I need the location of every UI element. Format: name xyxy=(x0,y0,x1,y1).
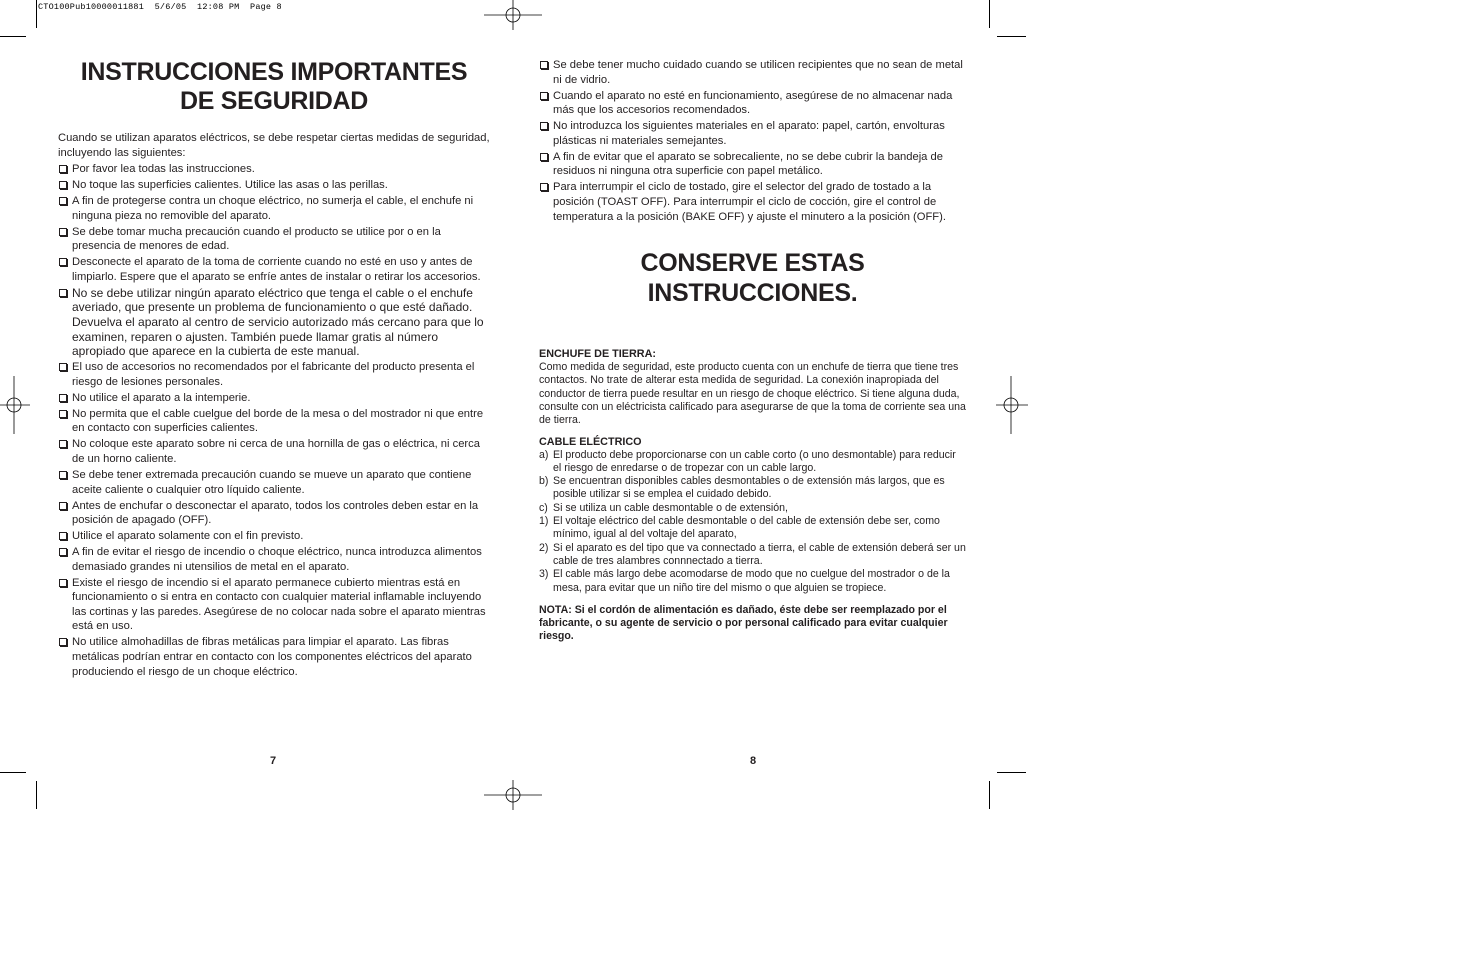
list-item: A fin de protegerse contra un choque eléctrico, no sumerja el cable, el enchufe ni ninguna pieza no removible del aparato. xyxy=(58,194,490,223)
list-item: No utilice el aparato a la intemperie. xyxy=(58,391,490,406)
crop-mark-bottom-right-h xyxy=(997,772,1026,773)
right-page xyxy=(539,58,966,644)
crop-mark-bottom-left-v xyxy=(36,781,37,809)
cable-list-item xyxy=(539,502,966,515)
intro-paragraph: Cuando se utilizan aparatos eléctricos, se debe respetar ciertas medidas de seguridad, incluyendo las siguientes: xyxy=(58,132,490,159)
registration-mark-left xyxy=(0,376,30,434)
cable-list-item xyxy=(539,568,966,595)
list-item: Existe el riesgo de incendio si el aparato permanece cubierto mientras está en funcionamiento o si entra en contacto con cualquier material inflamable incluyendo las cortinas y las paredes. Asegúrese de no colocar nada sobre el aparato mientras está en uso. xyxy=(58,576,490,634)
registration-mark-right xyxy=(996,376,1028,434)
cable-list-item xyxy=(539,515,966,542)
list-item: A fin de evitar que el aparato se sobrecaliente, no se debe cubrir la bandeja de residuos ni ninguna otra superficie con papel metálico. xyxy=(539,150,966,179)
cable-marker: 3) xyxy=(539,568,549,581)
page-number-left: 7 xyxy=(270,755,277,767)
cable-list-item xyxy=(539,449,966,476)
save-instructions-title xyxy=(539,248,966,308)
save-title-line2: INSTRUCCIONES. xyxy=(647,279,858,308)
list-item: Se debe tener extremada precaución cuando se mueve un aparato que contiene aceite caliente o cualquier otro líquido caliente. xyxy=(58,468,490,497)
cable-list-item xyxy=(539,542,966,569)
cable-text: Si el aparato es del tipo que va connectado a tierra, el cable de extensión deberá ser un cable de tres alambres connnectado a tierra. xyxy=(553,541,966,567)
list-item: Desconecte el aparato de la toma de corriente cuando no esté en uso y antes de limpiarlo. Espere que el aparato se enfríe antes de instalar o retirar los accesorios. xyxy=(58,255,490,284)
cable-text: El cable más largo debe acomodarse de modo que no cuelgue del mostrador o de la mesa, para evitar que un niño tire del mismo o que alguien se tropiece. xyxy=(553,568,950,594)
crop-mark-bottom-right-v xyxy=(989,781,990,809)
safety-title-line1: INSTRUCCIONES IMPORTANTES xyxy=(80,58,468,86)
list-item: Cuando el aparato no esté en funcionamiento, asegúrese de no almacenar nada más que los accesorios recomendados. xyxy=(539,89,966,118)
list-item: A fin de evitar el riesgo de incendio o choque eléctrico, nunca introduzca alimentos demasiado grandes ni utensilios de metal en el aparato. xyxy=(58,545,490,574)
safety-list xyxy=(58,162,490,679)
list-item: El uso de accesorios no recomendados por el fabricante del producto presenta el riesgo de lesiones personales. xyxy=(58,360,490,389)
cable-text: El producto debe proporcionarse con un cable corto (o uno desmontable) para reducir el riesgo de enredarse o de tropezar con un cable largo. xyxy=(553,448,956,474)
cable-marker: a) xyxy=(539,448,549,461)
cable-text: Se encuentran disponibles cables desmontables o de extensión más largos, que es posible utilizar si se emplea el cuidado debido. xyxy=(553,475,945,501)
list-item: Se debe tener mucho cuidado cuando se utilicen recipientes que no sean de metal ni de vidrio. xyxy=(539,58,966,87)
crop-mark-top-left-h xyxy=(0,36,26,37)
page-number-right: 8 xyxy=(750,755,757,767)
safety-list-continued xyxy=(539,58,966,224)
cable-heading: CABLE ELÉCTRICO xyxy=(539,435,642,448)
plug-heading: ENCHUFE DE TIERRA: xyxy=(539,348,656,361)
cable-list-item xyxy=(539,475,966,502)
list-item: No coloque este aparato sobre ni cerca de una hornilla de gas o eléctrica, ni cerca de un horno caliente. xyxy=(58,437,490,466)
save-title-line1: CONSERVE ESTAS xyxy=(640,249,865,278)
cable-list xyxy=(539,449,966,595)
left-page xyxy=(58,58,490,681)
cable-marker: c) xyxy=(539,501,548,514)
safety-title xyxy=(58,58,490,115)
cable-marker: 2) xyxy=(539,541,549,554)
crop-mark-bottom-left-h xyxy=(0,772,26,773)
registration-mark-top xyxy=(484,0,542,30)
list-item: No utilice almohadillas de fibras metálicas para limpiar el aparato. Las fibras metálicas podrían entrar en contacto con los componentes eléctricos del aparato produciendo el riesgo de un choque eléctrico. xyxy=(58,635,490,679)
nota-paragraph: NOTA: Si el cordón de alimentación es dañado, éste debe ser reemplazado por el fabricante, o su agente de servicio o por personal calificado para evitar cualquier riesgo. xyxy=(539,603,948,643)
crop-mark-top-left-v xyxy=(36,0,37,28)
print-slug: CTO100Pub10000011881 5/6/05 12:08 PM Page 8 xyxy=(38,2,282,12)
list-item: Para interrumpir el ciclo de tostado, gire el selector del grado de tostado a la posición (TOAST OFF). Para interrumpir el ciclo de cocción, gire el control de temperatura a la posición (BAKE OFF) y ajuste el minutero a la posición (OFF). xyxy=(539,180,966,224)
cable-marker: b) xyxy=(539,475,549,488)
cable-marker: 1) xyxy=(539,515,549,528)
list-item: No permita que el cable cuelgue del borde de la mesa o del mostrador ni que entre en contacto con superficies calientes. xyxy=(58,407,490,436)
list-item: No introduzca los siguientes materiales en el aparato: papel, cartón, envolturas plásticas ni materiales semejantes. xyxy=(539,119,966,148)
safety-title-line2: DE SEGURIDAD xyxy=(179,86,369,115)
plug-paragraph: Como medida de seguridad, este producto cuenta con un enchufe de tierra que tiene tres contactos. No trate de alterar esta medida de seguridad. La conexión inapropiada del conductor de tierra puede resultar en un riesgo de choque eléctrico. Si tiene alguna duda, consulte con un eléctricista calificado para asegurarse de que la toma de corriente sea una de tierra. xyxy=(539,361,966,427)
list-item: Se debe tomar mucha precaución cuando el producto se utilice por o en la presencia de menores de edad. xyxy=(58,225,490,254)
list-item: No toque las superficies calientes. Utilice las asas o las perillas. xyxy=(58,178,490,193)
cable-text: Si se utiliza un cable desmontable o de extensión, xyxy=(553,501,788,514)
list-item: Por favor lea todas las instrucciones. xyxy=(58,162,490,177)
list-item: Antes de enchufar o desconectar el aparato, todos los controles deben estar en la posición de apagado (OFF). xyxy=(58,499,490,528)
crop-mark-top-right-v xyxy=(989,0,990,28)
cable-text: El voltaje eléctrico del cable desmontable o del cable de extensión debe ser, como mínimo, igual al del voltaje del aparato, xyxy=(553,515,940,541)
list-item: No se debe utilizar ningún aparato eléctrico que tenga el cable o el enchufe averiado, que presente un problema de funcionamiento o que esté dañado. Devuelva el aparato al centro de servicio autorizado más cercano para que lo examinen, reparen o ajusten. También puede llamar gratis al número apropiado que aparece en la cubierta de este manual. xyxy=(58,286,490,359)
registration-mark-bottom xyxy=(484,780,542,810)
crop-mark-top-right-h xyxy=(997,36,1026,37)
list-item: Utilice el aparato solamente con el fin previsto. xyxy=(58,529,490,544)
